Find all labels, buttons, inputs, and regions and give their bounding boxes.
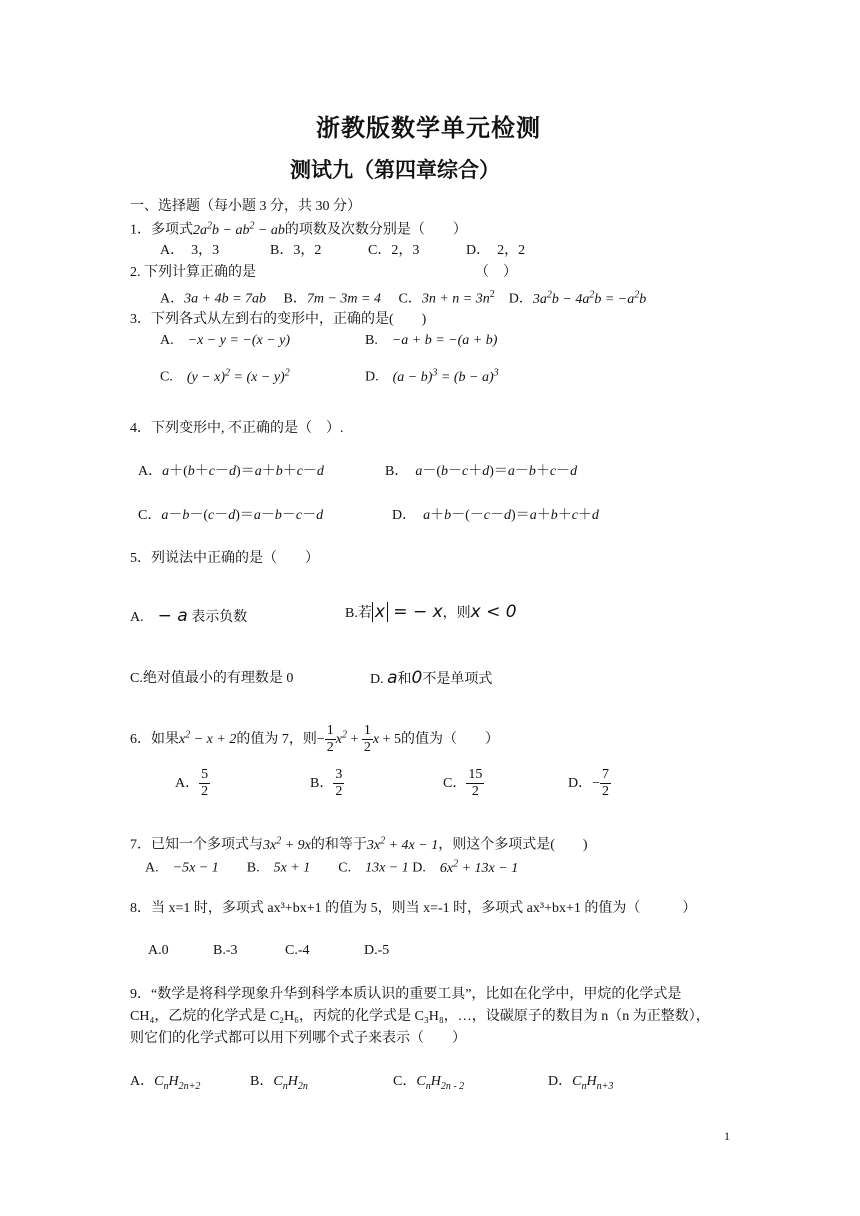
- q4-option-b: B． a－(b－c＋d)＝a－b＋c－d: [385, 464, 578, 479]
- q9-line-3: 则它们的化学式都可以用下列哪个式子来表示（ ）: [130, 1031, 466, 1046]
- q5-stem: 5．列说法中正确的是（ ）: [130, 551, 319, 566]
- q5-option-b: B.若 x = − x，则x < 0: [345, 602, 517, 622]
- q5-option-d: D. a和0不是单项式: [370, 668, 493, 688]
- q2-options: A．3a + 4b = 7ab B．7m − 3m = 4 C．$3n + n = 3n^2$ D．$3a^2b - 4a^2b = -a^2b$: [160, 289, 647, 307]
- q3-option-a: A. −x − y = −(x − y): [160, 333, 291, 348]
- q1-option-c: C．2，3: [368, 243, 420, 258]
- q9-line-1: 9．“数学是将科学现象升华到科学本质认识的重要工具”，比如在化学中，甲烷的化学式是: [130, 987, 682, 1002]
- q7-stem: 7．已知一个多项式与$3x^2 + 9x$的和等于$3x^2 + 4x - 1$，则这个多项式是( ): [130, 835, 588, 853]
- q4-option-a: A．a＋(b＋c－d)＝a＋b＋c－d: [138, 464, 324, 479]
- q9-option-c: C．$C_nH_{2n - 2}$: [393, 1074, 465, 1092]
- q1-option-a: A． 3，3: [160, 243, 220, 258]
- q1-expression: $2a^2b - ab^2$ − ab: [193, 220, 285, 238]
- q6-option-a: A． $\frac{5}{2}$: [175, 767, 209, 799]
- q9-option-b: B．$C_nH_{2n}$: [250, 1074, 308, 1092]
- q8-option-a: A.0: [148, 943, 169, 958]
- q9-option-a: A．$C_nH_{2n+2}$: [130, 1074, 201, 1092]
- q2-answer-paren: （ ）: [475, 265, 517, 280]
- q3-option-c: C. $(y - x)^2 = (x - y)^2$: [160, 367, 290, 385]
- page-number: 1: [724, 1129, 730, 1143]
- q1-stem: 1．多项式$2a^2b - ab^2$ − ab的项数及次数分别是（ ）: [130, 220, 467, 238]
- q8-stem: 8．当 x=1 时，多项式 ax³+bx+1 的值为 5，则当 x=-1 时，多项式 ax³+bx+1 的值为（ ）: [130, 901, 697, 916]
- page-title: 浙教版数学单元检测: [316, 114, 541, 142]
- q9-line-2: CH₄，乙烷的化学式是 C₂H₆，丙烷的化学式是 C₃H₈，…，设碳原子的数目为 n（n 为正整数），: [130, 1009, 710, 1024]
- section-heading: 一、选择题（每小题 3 分，共 30 分）: [130, 199, 361, 214]
- q3-option-d: D. $(a - b)^3 = (b - a)^3$: [365, 367, 499, 385]
- q3-stem: 3．下列各式从左到右的变形中，正确的是( ): [130, 312, 427, 327]
- q6-option-c: C． $\frac{15}{2}$: [443, 767, 483, 799]
- q8-option-d: D.-5: [364, 943, 390, 958]
- q6-option-d: D．− $\frac{7}{2}$: [568, 767, 610, 799]
- q4-option-c: C．a－b－(c－d)＝a－b－c－d: [138, 508, 324, 523]
- page-subtitle: 测试九（第四章综合）: [290, 158, 500, 182]
- q4-stem: 4．下列变形中, 不正确的是（ ）.: [130, 421, 344, 436]
- q5-option-a: A. − a 表示负数: [130, 606, 248, 626]
- q2-stem: 2. 下列计算正确的是: [130, 265, 256, 280]
- q7-options: A. −5x − 1 B. 5x + 1 C. 13x − 1 D. $6x^2 + 13x - 1$: [145, 858, 519, 876]
- q4-option-d: D． a＋b－(－c－d)＝a＋b＋c＋d: [392, 508, 599, 523]
- q1-option-d: D． 2，2: [466, 243, 526, 258]
- q6-stem: 6．如果$x^2 - x + 2$的值为 7，则− $\frac{1}{2}$ $x^2$ + $\frac{1}{2}$ x + 5的值为（ ）: [130, 723, 499, 755]
- q8-option-b: B.-3: [213, 943, 238, 958]
- q1-option-b: B．3，2: [270, 243, 322, 258]
- q9-option-d: D．$C_nH_{n+3}$: [548, 1074, 614, 1092]
- q6-option-b: B． $\frac{3}{2}$: [310, 767, 343, 799]
- q8-option-c: C.-4: [285, 943, 310, 958]
- q5-option-c: C.绝对值最小的有理数是 0: [130, 671, 294, 686]
- q3-option-b: B. −a + b = −(a + b): [365, 333, 498, 348]
